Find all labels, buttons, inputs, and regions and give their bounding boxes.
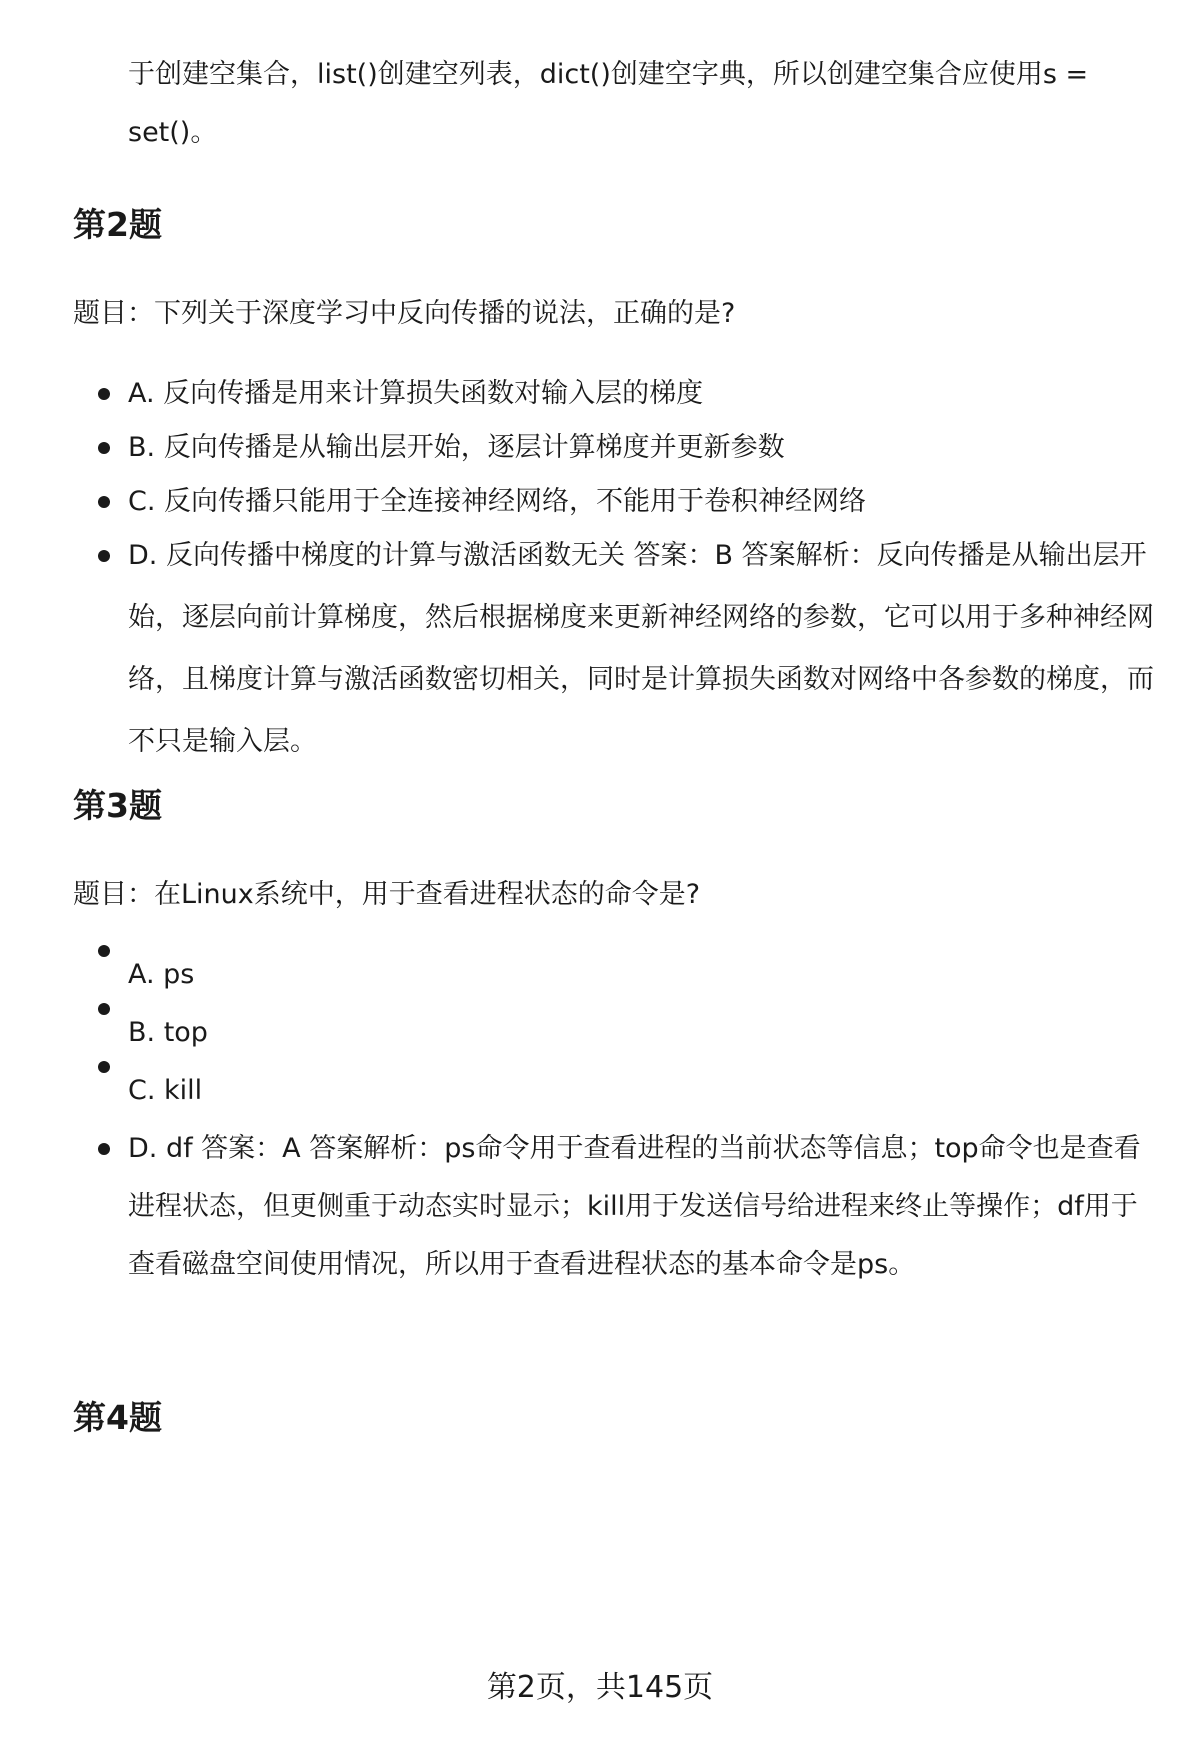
question-2-option-b [128,418,1160,478]
question-3-option-d-with-answer [128,1120,1160,1294]
question-3-option-b [128,1003,1160,1063]
continuation-line-2: set()。 [128,117,218,148]
question-2-heading: 第2题 [73,205,162,244]
option-text: B. 反向传播是从输出层开始，逐层计算梯度并更新参数 [128,432,785,463]
question-2-option-d-with-answer [128,525,1160,773]
question-3-prompt: 题目：在Linux系统中，用于查看进程状态的命令是? [73,879,701,910]
question-2-option-c [128,472,1160,532]
question-2-option-a [128,364,1160,424]
bullet-icon [98,1061,110,1073]
continuation-line-1: 于创建空集合，list()创建空列表，dict()创建空字典，所以创建空集合应使用s = [128,59,1089,90]
bullet-icon [98,1003,110,1015]
option-text: D. df 答案：A 答案解析：ps命令用于查看进程的当前状态等信息；top命令也是查看进程状态，但更侧重于动态实时显示；kill用于发送信号给进程来终止等操作；df用于查看磁盘空间使用情况，所以用于查看进程状态的基本命令是ps。 [128,1133,1141,1280]
bullet-icon [98,550,110,562]
option-text: D. 反向传播中梯度的计算与激活函数无关 答案：B 答案解析：反向传播是从输出层开始，逐层向前计算梯度，然后根据梯度来更新神经网络的参数，它可以用于多种神经网络，且梯度计算与激活函数密切相关，同时是计算损失函数对网络中各参数的梯度，而不只是输入层。 [128,540,1154,757]
bullet-icon [98,442,110,454]
bullet-icon [98,945,110,957]
option-text: B. top [128,1017,208,1048]
question-3-heading: 第3题 [73,786,162,825]
question-4-heading: 第4题 [73,1398,162,1437]
question-3-option-c [128,1061,1160,1121]
question-2-prompt: 题目：下列关于深度学习中反向传播的说法，正确的是? [73,298,736,329]
bullet-icon [98,496,110,508]
bullet-icon [98,388,110,400]
option-text: C. kill [128,1075,203,1106]
option-text: C. 反向传播只能用于全连接神经网络，不能用于卷积神经网络 [128,486,867,517]
option-text: A. 反向传播是用来计算损失函数对输入层的梯度 [128,378,704,409]
question-3-option-a [128,945,1160,1005]
page-number-footer: 第2页，共145页 [486,1670,714,1705]
option-text: A. ps [128,959,195,990]
bullet-icon [98,1143,110,1155]
